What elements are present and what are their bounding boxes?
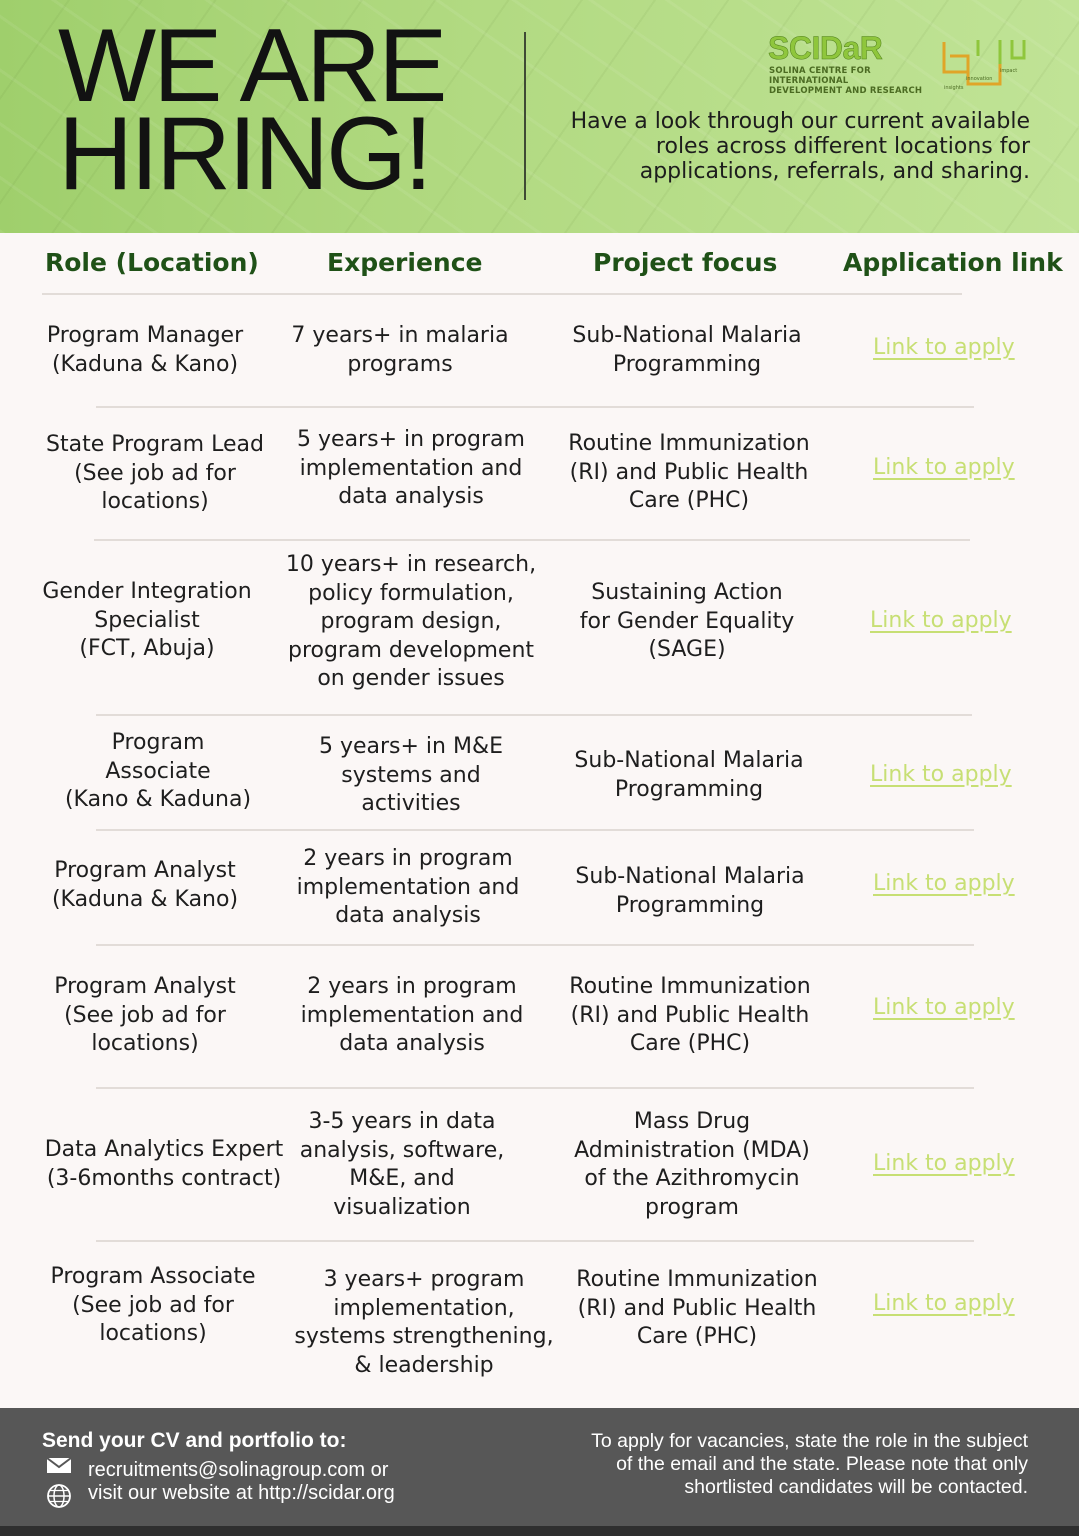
row-4-experience: 5 years+ in M&E systems and activities bbox=[318, 734, 504, 816]
row-separator bbox=[96, 829, 974, 831]
column-header-role: Role (Location) bbox=[45, 248, 259, 277]
row-2-focus: Routine Immunization (RI) and Public Health Care (PHC) bbox=[568, 431, 810, 513]
tagline bbox=[560, 109, 1030, 184]
column-header-link: Application link bbox=[843, 248, 1063, 277]
envelope-icon bbox=[46, 1457, 72, 1474]
row-7-experience: 3-5 years in data analysis, software, M&E, and visualization bbox=[299, 1109, 505, 1220]
logo-subtitle-line-2: DEVELOPMENT AND RESEARCH bbox=[769, 86, 923, 96]
logo-mark-word-3: insights bbox=[944, 85, 964, 90]
row-6-role: Program Analyst (See job ad for locations) bbox=[54, 974, 236, 1056]
row-3-focus: Sustaining Action for Gender Equality (SAGE) bbox=[579, 580, 795, 662]
row-6-apply-link[interactable]: Link to apply bbox=[873, 995, 1015, 1020]
logo-subtitle bbox=[769, 66, 944, 96]
row-separator bbox=[96, 1240, 974, 1242]
application-instructions: To apply for vacancies, state the role in the subject of the email and the state. Please note that only shortlisted candidates will be contacted. bbox=[591, 1430, 1028, 1498]
row-4-apply-link[interactable]: Link to apply bbox=[870, 762, 1012, 787]
row-6-experience: 2 years in program implementation and data analysis bbox=[300, 974, 524, 1056]
tagline-line-2: roles across different locations for bbox=[655, 134, 1030, 159]
row-separator bbox=[96, 714, 972, 716]
row-8-experience: 3 years+ program implementation, systems strengthening, & leadership bbox=[294, 1267, 554, 1378]
row-1-focus: Sub-National Malaria Programming bbox=[572, 323, 802, 377]
logo-subtitle-line-1: SOLINA CENTRE FOR INTERNATIONAL bbox=[769, 66, 871, 86]
headline-line-1: WE ARE bbox=[58, 8, 445, 124]
globe-icon bbox=[46, 1483, 72, 1509]
row-1-experience: 7 years+ in malaria programs bbox=[291, 323, 509, 377]
send-cv-title: Send your CV and portfolio to: bbox=[42, 1429, 347, 1452]
row-2-role: State Program Lead (See job ad for locations) bbox=[46, 432, 264, 514]
row-separator bbox=[94, 539, 970, 541]
row-separator bbox=[96, 1087, 974, 1089]
row-8-role: Program Associate (See job ad for locations) bbox=[50, 1264, 256, 1346]
row-7-role: Data Analytics Expert (3-6months contract) bbox=[44, 1137, 284, 1191]
row-5-experience: 2 years in program implementation and data analysis bbox=[296, 846, 520, 928]
header-banner bbox=[0, 0, 1079, 233]
row-separator bbox=[96, 944, 974, 946]
row-2-apply-link[interactable]: Link to apply bbox=[873, 455, 1015, 480]
footer bbox=[0, 1408, 1079, 1536]
headline bbox=[58, 8, 445, 212]
header-separator bbox=[42, 293, 962, 295]
row-6-focus: Routine Immunization (RI) and Public Health Care (PHC) bbox=[569, 974, 811, 1056]
row-3-experience: 10 years+ in research, policy formulation, program design, program development on gender issues bbox=[285, 552, 537, 691]
row-3-apply-link[interactable]: Link to apply bbox=[870, 608, 1012, 633]
column-header-experience: Experience bbox=[327, 248, 483, 277]
row-1-role: Program Manager (Kaduna & Kano) bbox=[46, 323, 244, 377]
row-8-focus: Routine Immunization (RI) and Public Health Care (PHC) bbox=[576, 1267, 818, 1349]
website-line[interactable]: visit our website at http://scidar.org bbox=[88, 1482, 395, 1504]
row-4-focus: Sub-National Malaria Programming bbox=[574, 748, 804, 802]
tagline-line-1: Have a look through our current available bbox=[570, 109, 1030, 134]
row-8-apply-link[interactable]: Link to apply bbox=[873, 1291, 1015, 1316]
row-5-focus: Sub-National Malaria Programming bbox=[575, 864, 805, 918]
headline-line-2: HIRING! bbox=[58, 96, 430, 212]
row-7-focus: Mass Drug Administration (MDA) of the Azithromycin program bbox=[574, 1109, 810, 1220]
row-4-role: Program Associate (Kano & Kaduna) bbox=[64, 730, 252, 812]
row-1-apply-link[interactable]: Link to apply bbox=[873, 335, 1015, 360]
row-7-apply-link[interactable]: Link to apply bbox=[873, 1151, 1015, 1176]
email-line[interactable]: recruitments@solinagroup.com or bbox=[88, 1459, 389, 1481]
row-2-experience: 5 years+ in program implementation and data analysis bbox=[297, 427, 525, 509]
logo-mark-icon bbox=[938, 36, 1028, 90]
scidar-logo bbox=[766, 30, 1036, 96]
logo-mark-word-1: impact bbox=[1000, 68, 1018, 74]
footer-bottom-bar bbox=[0, 1526, 1079, 1536]
header-divider bbox=[524, 32, 526, 200]
row-5-apply-link[interactable]: Link to apply bbox=[873, 871, 1015, 896]
row-3-role: Gender Integration Specialist (FCT, Abuja) bbox=[42, 579, 252, 661]
row-5-role: Program Analyst (Kaduna & Kano) bbox=[51, 858, 239, 912]
row-separator bbox=[96, 406, 974, 408]
logo-mark-word-2: innovation bbox=[966, 76, 993, 82]
tagline-line-3: applications, referrals, and sharing. bbox=[639, 159, 1030, 184]
logo-wordmark: SCIDaR bbox=[768, 30, 883, 66]
column-header-focus: Project focus bbox=[593, 248, 778, 277]
